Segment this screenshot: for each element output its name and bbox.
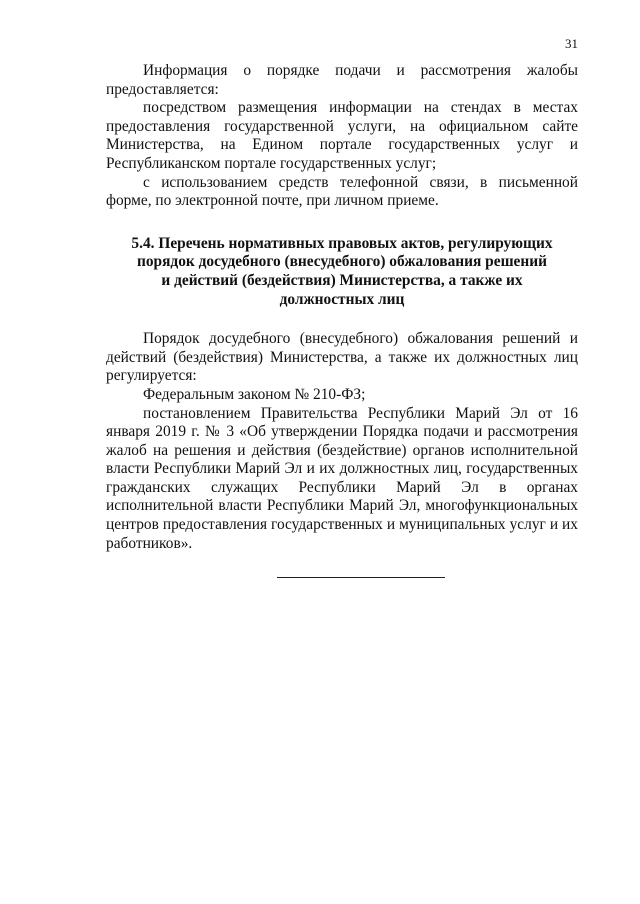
section-paragraph-3: постановлением Правительства Республики Марий Эл от 16 января 2019 г. № 3 «Об утверждении Порядка подачи и рассмотрения жалоб на решения и действия (бездействие) органов исполнительной власти Республики Марий Эл и их должностных лиц, государственных гражданских служащих Республики Марий Эл в органах исполнительной власти Республики Марий Эл, многофункциональных центров предоставления государственных и муниципальных услуг и их работников». xyxy=(106,404,578,552)
section-heading-line-1: 5.4. Перечень нормативных правовых актов, регулирующих xyxy=(131,234,553,252)
intro-paragraph-2: посредством размещения информации на стендах в местах предоставления государственной услуги, на официальном сайте Министерства, на Едином портале государственных услуг и Республиканском портале государственных услуг; xyxy=(106,99,578,172)
intro-paragraph-3: с использованием средств телефонной связи, в письменной форме, по электронной почте, при личном приеме. xyxy=(106,173,578,210)
end-separator-line xyxy=(277,577,445,578)
document-body xyxy=(106,62,578,553)
intro-paragraph-1: Информация о порядке подачи и рассмотрения жалобы предоставляется: xyxy=(106,62,578,98)
section-heading xyxy=(106,235,578,309)
page-number: 31 xyxy=(565,36,578,51)
section-heading-line-4: должностных лиц xyxy=(279,290,405,308)
section-paragraph-2: Федеральным законом № 210-ФЗ; xyxy=(143,385,366,403)
section-heading-line-2: порядок досудебного (внесудебного) обжалования решений xyxy=(136,253,547,271)
section-paragraph-1: Порядок досудебного (внесудебного) обжалования решений и действий (бездействия) Министерства, а также их должностных лиц регулируется: xyxy=(106,330,578,385)
section-heading-line-3: и действий (бездействия) Министерства, а также их xyxy=(161,271,523,289)
